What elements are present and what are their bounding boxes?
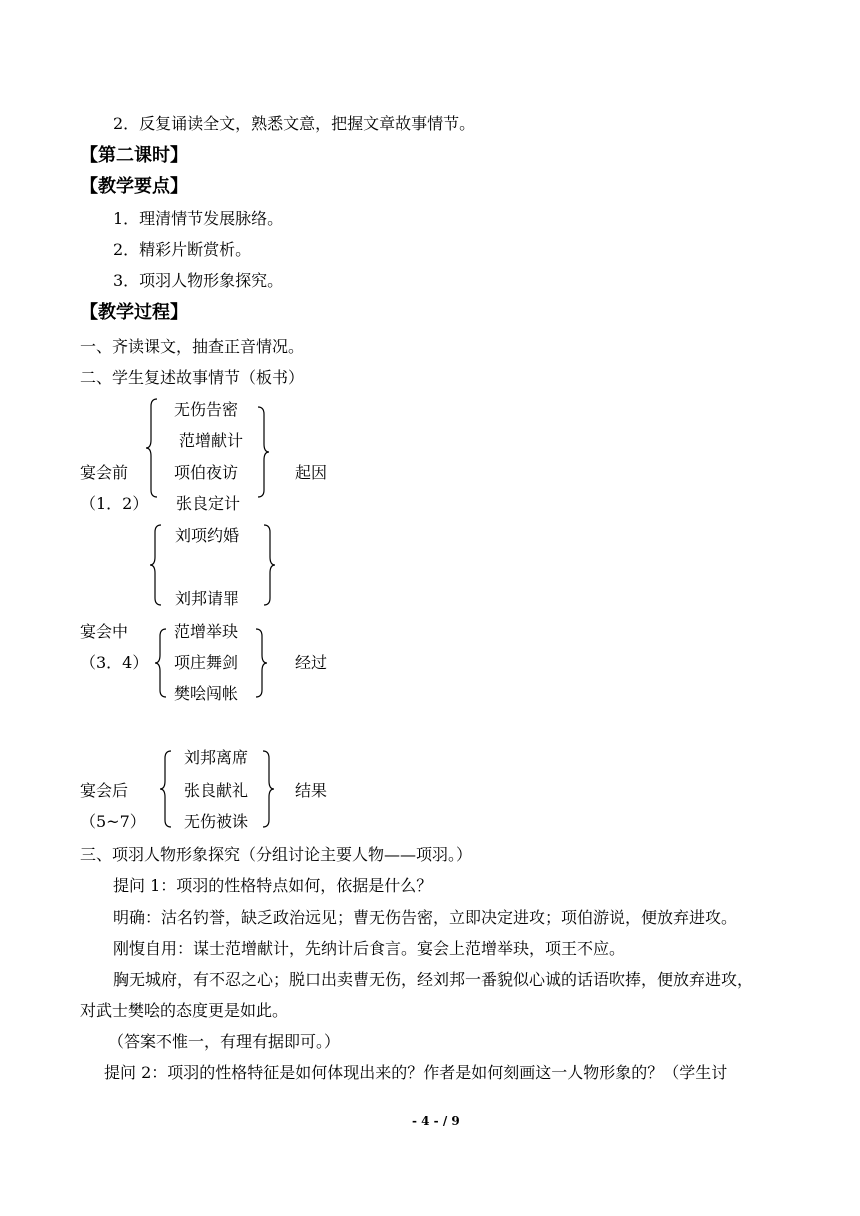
- during-item-2: 项庄舞剑: [174, 653, 239, 672]
- process-step-1: 一、齐读课文，抽查正音情况。: [80, 337, 305, 356]
- question-1: 提问 1：项羽的性格特点如何，依据是什么？: [113, 876, 433, 895]
- question-2: 提问 2：项羽的性格特征是如何体现出来的？作者是如何刻画这一人物形象的？（学生讨: [104, 1063, 728, 1082]
- after-label: 宴会后: [80, 781, 129, 800]
- extra-item-1: 刘项约婚: [175, 526, 240, 545]
- step-2-text: 2．反复诵读全文，熟悉文意，把握文章故事情节。: [113, 114, 476, 133]
- left-brace-before: [146, 398, 158, 498]
- answer-3-line-2: 对武士樊哙的态度更是如此。: [80, 1001, 289, 1020]
- during-label: 宴会中: [80, 622, 129, 641]
- after-item-1: 刘邦离席: [184, 748, 249, 767]
- before-label: 宴会前: [80, 463, 129, 482]
- left-brace-after: [160, 750, 172, 828]
- after-item-3: 无伤被诛: [184, 812, 249, 831]
- answer-note: （答案不惟一，有理有据即可。）: [108, 1032, 341, 1051]
- right-brace-before: [257, 406, 269, 498]
- left-brace-extra: [150, 524, 162, 606]
- during-result: 经过: [295, 653, 328, 672]
- after-paras: （5~7）: [80, 812, 146, 831]
- section-3-heading: 三、项羽人物形象探究（分组讨论主要人物——项羽。）: [80, 845, 473, 864]
- before-result: 起因: [295, 463, 328, 482]
- after-item-2: 张良献礼: [184, 781, 249, 800]
- during-item-3: 樊哙闯帐: [174, 684, 239, 703]
- answer-3-line-1: 胸无城府，有不忍之心；脱口出卖曹无伤，经刘邦一番貌似心诚的话语吹捧，便放弃进攻，: [113, 970, 754, 989]
- answer-1: 明确：沽名钓誉，缺乏政治远见；曹无伤告密，立即决定进攻；项伯游说，便放弃进攻。: [113, 908, 738, 927]
- before-item-1: 无伤告密: [174, 400, 239, 419]
- lesson-2-heading: 【第二课时】: [80, 145, 188, 166]
- after-result: 结果: [295, 781, 328, 800]
- process-step-2: 二、学生复述故事情节（板书）: [80, 368, 305, 387]
- during-paras: （3．4）: [80, 653, 149, 672]
- right-brace-after: [262, 750, 274, 828]
- key-point-2: 2．精彩片断赏析。: [113, 240, 252, 259]
- right-brace-during: [255, 628, 267, 698]
- before-item-2: 范增献计: [179, 431, 244, 450]
- before-paras: （1．2）: [80, 494, 149, 513]
- extra-item-2: 刘邦请罪: [175, 589, 240, 608]
- right-brace-extra: [263, 524, 275, 606]
- process-heading: 【教学过程】: [80, 302, 188, 323]
- key-points-heading: 【教学要点】: [80, 176, 188, 197]
- before-item-4: 张良定计: [176, 494, 241, 513]
- before-item-3: 项伯夜访: [174, 463, 239, 482]
- left-brace-during: [155, 628, 167, 698]
- during-item-1: 范增举玦: [174, 622, 239, 641]
- answer-2: 刚愎自用：谋士范增献计，先纳计后食言。宴会上范增举玦，项王不应。: [113, 939, 626, 958]
- key-point-1: 1．理清情节发展脉络。: [113, 209, 284, 228]
- page-number: - 4 - / 9: [412, 1114, 460, 1128]
- key-point-3: 3．项羽人物形象探究。: [113, 271, 284, 290]
